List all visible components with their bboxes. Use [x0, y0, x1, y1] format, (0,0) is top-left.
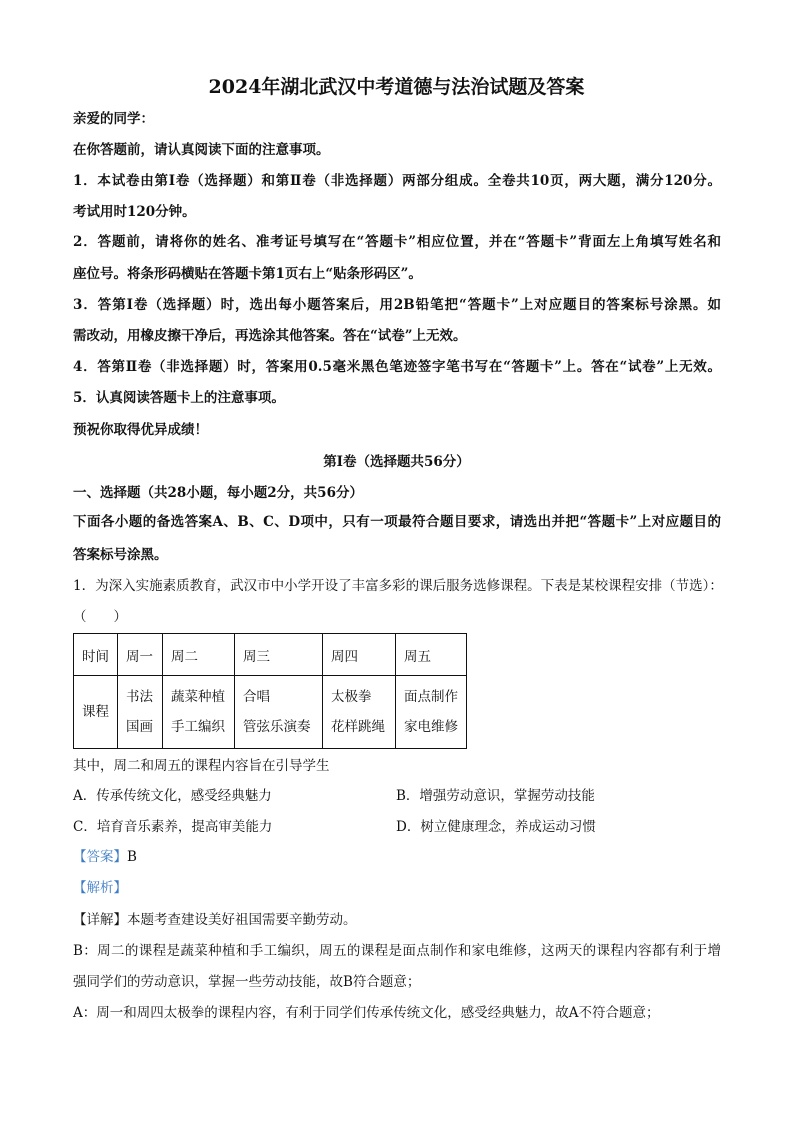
course: 管弦乐演奏	[243, 719, 311, 735]
table-header: 周四	[323, 634, 396, 676]
analysis-label: 【解析】	[73, 880, 127, 896]
instructions-line: 答案标号涂黑。	[73, 547, 168, 563]
intro: 在你答题前，请认真阅读下面的注意事项。	[73, 142, 330, 158]
note-line: 座位号。将条形码横贴在答题卡第1页右上“贴条形码区”。	[73, 266, 422, 282]
option-c: C．培育音乐素养，提高审美能力	[73, 819, 273, 835]
note-line: 3．答第Ⅰ卷（选择题）时，选出每小题答案后，用2B铅笔把“答题卡”上对应题目的答案标号涂黑。如	[73, 297, 721, 313]
course: 花样跳绳	[331, 719, 385, 735]
table-cell	[235, 676, 323, 749]
option-a: A．传承传统文化，感受经典魅力	[73, 788, 272, 804]
answer-label: 【答案】	[73, 849, 127, 865]
course: 太极拳	[331, 689, 372, 705]
document-title: 2024年湖北武汉中考道德与法治试题及答案	[208, 76, 585, 98]
table-cell	[118, 676, 163, 749]
course: 蔬菜种植	[171, 689, 225, 705]
explanation-line: A：周一和周四太极拳的课程内容，有利于同学们传承传统文化，感受经典魅力，故A不符合题意；	[73, 1005, 660, 1021]
question-prompt: 其中，周二和周五的课程内容旨在引导学生	[73, 758, 330, 774]
answer-blank: （ ）	[73, 609, 127, 625]
note-line: 5．认真阅读答题卡上的注意事项。	[73, 390, 285, 406]
row-label: 课程	[74, 676, 118, 749]
instructions-line: 下面各小题的备选答案A、B、C、D项中，只有一项最符合题目要求，请选出并把“答题卡”上对应题目的	[73, 514, 721, 530]
option-b: B．增强劳动意识，掌握劳动技能	[396, 788, 595, 804]
course: 面点制作	[404, 689, 458, 705]
explanation-line: B：周二的课程是蔬菜种植和手工编织，周五的课程是面点制作和家电维修，这两天的课程内容都有利于增	[73, 943, 721, 959]
table-row	[74, 676, 467, 749]
answer-line	[73, 848, 137, 866]
note-line: 需改动，用橡皮擦干净后，再选涂其他答案。答在“试卷”上无效。	[73, 328, 467, 344]
table-header: 周三	[235, 634, 323, 676]
section-title: 第Ⅰ卷（选择题共56分）	[323, 454, 470, 470]
course: 家电维修	[404, 719, 458, 735]
note-line: 考试用时120分钟。	[73, 204, 196, 220]
question-stem: 1．为深入实施素质教育，武汉市中小学开设了丰富多彩的课后服务选修课程。下表是某校课程安排（节选）：	[73, 578, 723, 594]
greeting: 亲爱的同学：	[73, 111, 154, 127]
course: 书法	[126, 689, 153, 705]
table-cell	[163, 676, 235, 749]
course: 国画	[126, 719, 153, 735]
note-line: 2．答题前，请将你的姓名、准考证号填写在“答题卡”相应位置，并在“答题卡”背面左上角填写姓名和	[73, 234, 721, 250]
course-table	[73, 633, 467, 749]
explanation-line: 强同学们的劳动意识，掌握一些劳动技能，故B符合题意；	[73, 974, 421, 990]
note-line: 1．本试卷由第Ⅰ卷（选择题）和第Ⅱ卷（非选择题）两部分组成。全卷共10页，两大题，满分120分。	[73, 173, 721, 189]
answer-value: B	[127, 849, 137, 865]
table-cell	[396, 676, 467, 749]
option-d: D．树立健康理念，养成运动习惯	[396, 819, 596, 835]
part-title: 一、选择题（共28小题，每小题2分，共56分）	[73, 485, 363, 501]
table-header: 周五	[396, 634, 467, 676]
note-line: 4．答第Ⅱ卷（非选择题）时，答案用0.5毫米黑色笔迹签字笔书写在“答题卡”上。答在“试卷”上无效。	[73, 359, 721, 375]
table-header: 时间	[74, 634, 118, 676]
table-cell	[323, 676, 396, 749]
course: 手工编织	[171, 719, 225, 735]
table-header: 周二	[163, 634, 235, 676]
course: 合唱	[243, 689, 270, 705]
wish: 预祝你取得优异成绩！	[73, 422, 208, 438]
table-header: 周一	[118, 634, 163, 676]
table-header-row	[74, 634, 467, 676]
detail-line: 【详解】本题考查建设美好祖国需要辛勤劳动。	[73, 912, 357, 928]
